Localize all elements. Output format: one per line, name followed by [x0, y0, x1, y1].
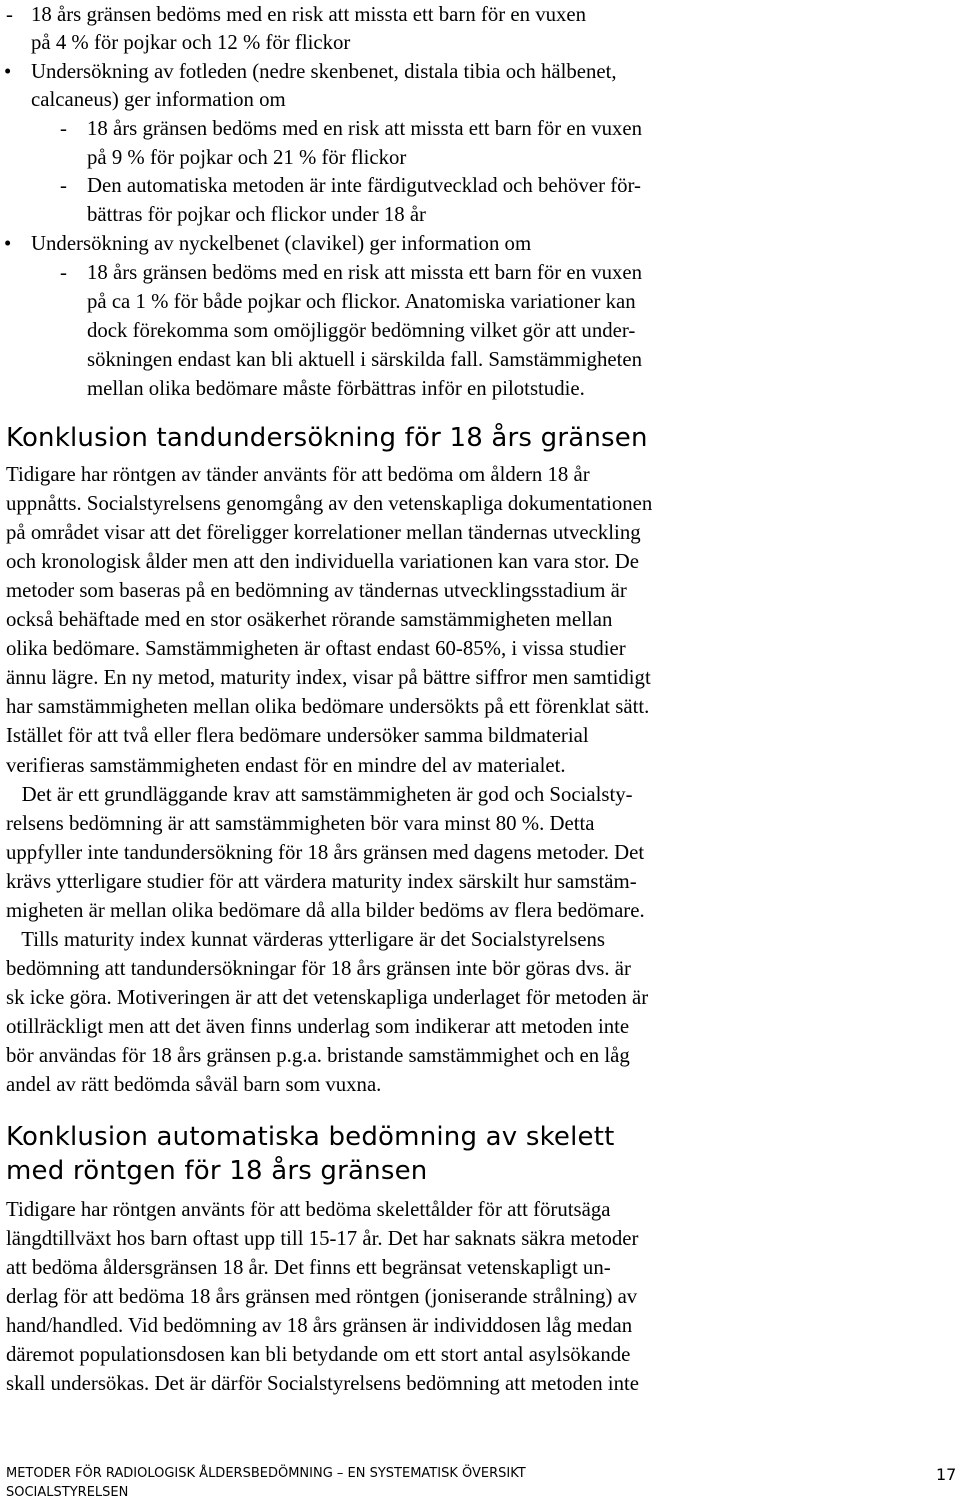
- text-line: otillräckligt men att det även finns underlag som indikerar att metoden inte: [6, 1014, 630, 1038]
- text-line: längdtillväxt hos barn oftast upp till 15-17 år. Det har saknats säkra metoder: [6, 1227, 639, 1251]
- list-item: mellan olika bedömare måste förbättras inför en pilotstudie.: [87, 377, 585, 400]
- page-number: 17: [936, 1465, 957, 1484]
- text-line: att bedöma åldersgränsen 18 år. Det finns ett begränsat vetenskapligt un-: [6, 1256, 611, 1280]
- text-line: skall undersökas. Det är därför Socialstyrelsens bedömning att metoden inte: [6, 1372, 639, 1396]
- list-item: calcaneus) ger information om: [31, 88, 286, 111]
- section-heading: med röntgen för 18 års gränsen: [6, 1156, 428, 1186]
- text-line: olika bedömare. Samstämmigheten är oftast endast 60-85%, i vissa studier: [6, 637, 626, 661]
- text-line: krävs ytterligare studier för att värdera maturity index särskilt hur samstäm-: [6, 869, 637, 893]
- section-heading: Konklusion tandundersökning för 18 års gränsen: [6, 423, 648, 453]
- list-item: 18 års gränsen bedöms med en risk att missta ett barn för en vuxen: [87, 261, 643, 284]
- text-line: uppnåtts. Socialstyrelsens genomgång av den vetenskapliga dokumentationen: [6, 492, 653, 516]
- footer-publisher: SOCIALSTYRELSEN: [6, 1485, 129, 1500]
- bullet-marker: •: [4, 60, 12, 83]
- text-line: på området visar att det föreligger korrelationer mellan tändernas utveckling: [6, 521, 641, 545]
- list-item: på 4 % för pojkar och 12 % för flickor: [31, 31, 351, 54]
- text-line: Tidigare har röntgen av tänder använts för att bedöma om åldern 18 år: [6, 463, 590, 486]
- text-line: sk icke göra. Motiveringen är att det vetenskapliga underlaget för metoden är: [6, 985, 649, 1009]
- marker: -: [6, 3, 13, 26]
- list-item: Den automatiska metoden är inte färdigutvecklad och behöver för-: [87, 174, 641, 197]
- list-item: 18 års gränsen bedöms med en risk att missta ett barn för en vuxen: [31, 3, 587, 26]
- text-line: uppfyller inte tandundersökning för 18 års gränsen med dagens metoder. Det: [6, 840, 645, 864]
- text-line: också behäftade med en stor osäkerhet rörande samstämmigheten mellan: [6, 608, 613, 632]
- text-line: Istället för att två eller flera bedömare undersöker samma bildmaterial: [6, 724, 589, 748]
- text-line: och kronologisk ålder men att den individuella variationen kan vara stor. De: [6, 550, 639, 574]
- text-line: har samstämmigheten mellan olika bedömare undersökts på ett förenklat sätt.: [6, 695, 650, 719]
- text-line: bör användas för 18 års gränsen p.g.a. bristande samstämmighet och en låg: [6, 1044, 630, 1067]
- text-line: bedömning att tandundersökningar för 18 års gränsen inte bör göras dvs. är: [6, 956, 631, 980]
- list-item: på ca 1 % för både pojkar och flickor. Anatomiska variationer kan: [87, 290, 636, 313]
- list-item: Undersökning av nyckelbenet (clavikel) ger information om: [31, 232, 532, 255]
- list-item: dock förekomma som omöjliggör bedömning vilket gör att under-: [87, 319, 636, 342]
- text-line: däremot populationsdosen kan bli betydande om ett stort antal asylsökande: [6, 1343, 631, 1367]
- text-line: andel av rätt bedömda såväl barn som vuxna.: [6, 1073, 382, 1097]
- list-item: Undersökning av fotleden (nedre skenbenet, distala tibia och hälbenet,: [31, 60, 617, 83]
- text-line: ännu lägre. En ny metod, maturity index, visar på bättre siffror men samtidigt: [6, 666, 651, 690]
- text-line: Tills maturity index kunnat värderas ytterligare är det Socialstyrelsens: [6, 927, 605, 951]
- section-heading: Konklusion automatiska bedömning av skelett: [6, 1122, 615, 1152]
- text-line: Tidigare har röntgen använts för att bedöma skelettålder för att förutsäga: [6, 1198, 611, 1221]
- footer-title: METODER FÖR RADIOLOGISK ÅLDERSBEDÖMNING – EN SYSTEMATISK ÖVERSIKT: [6, 1466, 526, 1481]
- text-line: derlag för att bedöma 18 års gränsen med röntgen (joniserande strålning) av: [6, 1285, 638, 1309]
- list-item: bättras för pojkar och flickor under 18 år: [87, 203, 426, 226]
- list-item: på 9 % för pojkar och 21 % för flickor: [87, 146, 407, 169]
- text-line: relsens bedömning är att samstämmigheten bör vara minst 80 %. Detta: [6, 811, 595, 835]
- marker: -: [60, 117, 67, 140]
- text-line: migheten är mellan olika bedömare då alla bilder bedöms av flera bedömare.: [6, 898, 645, 922]
- text-line: verifieras samstämmigheten endast för en mindre del av materialet.: [6, 753, 566, 777]
- list-item: sökningen endast kan bli aktuell i särskilda fall. Samstämmigheten: [87, 348, 643, 371]
- text-line: Det är ett grundläggande krav att samstämmigheten är god och Socialsty-: [6, 782, 633, 806]
- text-line: hand/handled. Vid bedömning av 18 års gränsen är individdosen låg medan: [6, 1314, 633, 1338]
- list-item: 18 års gränsen bedöms med en risk att missta ett barn för en vuxen: [87, 117, 643, 140]
- text-line: metoder som baseras på en bedömning av tändernas utvecklingsstadium är: [6, 579, 627, 603]
- marker: -: [60, 261, 67, 284]
- bullet-marker: •: [4, 232, 12, 255]
- marker: -: [60, 174, 67, 197]
